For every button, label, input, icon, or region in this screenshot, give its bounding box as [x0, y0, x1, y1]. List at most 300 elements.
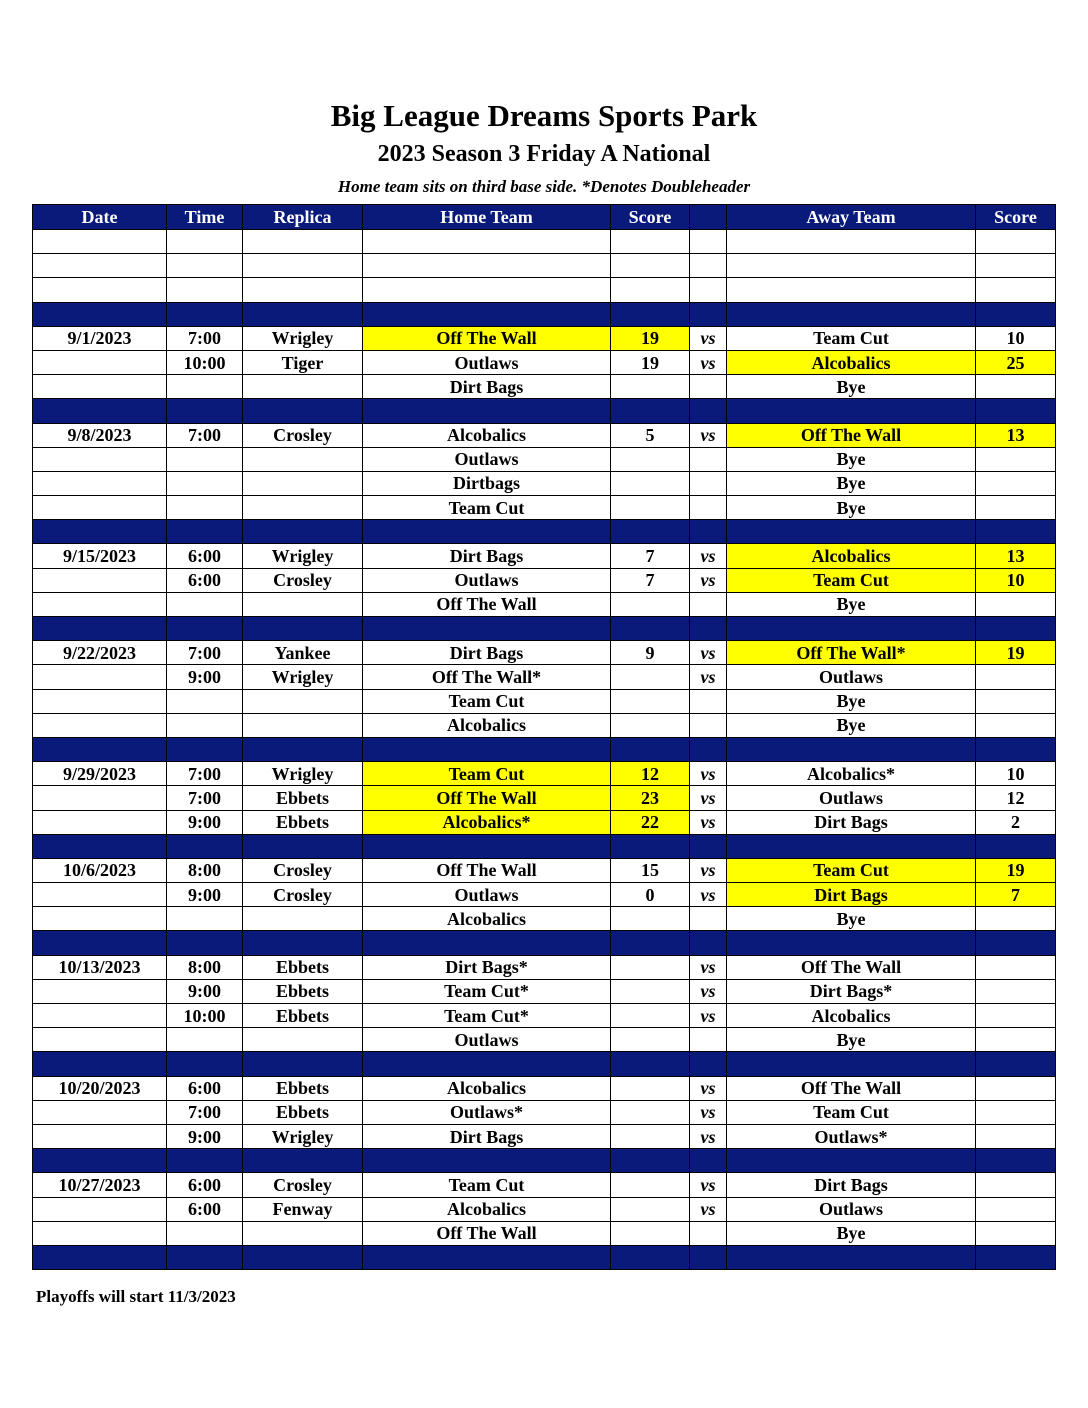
empty-cell	[727, 278, 976, 302]
home-score-cell	[611, 1028, 690, 1052]
empty-cell	[727, 1245, 976, 1269]
empty-cell	[33, 737, 167, 761]
home-team-cell: Dirtbags	[363, 471, 611, 495]
game-row	[33, 810, 1056, 834]
home-team-cell: Alcobalics	[363, 907, 611, 931]
away-team-cell: Bye	[727, 907, 976, 931]
home-score-cell: 23	[611, 786, 690, 810]
away-score-cell: 19	[976, 858, 1056, 882]
home-score-cell	[611, 665, 690, 689]
empty-cell	[167, 1149, 243, 1173]
column-header-home-team: Home Team	[363, 205, 611, 230]
vs-cell	[690, 713, 727, 737]
empty-cell	[727, 737, 976, 761]
home-team-cell: Team Cut	[363, 496, 611, 520]
blank-row	[33, 254, 1056, 278]
empty-cell	[33, 931, 167, 955]
game-row	[33, 665, 1056, 689]
home-score-cell: 7	[611, 568, 690, 592]
empty-cell	[690, 302, 727, 326]
home-team-cell: Alcobalics	[363, 1076, 611, 1100]
week-separator-row	[33, 1245, 1056, 1269]
empty-cell	[167, 834, 243, 858]
week-separator-row	[33, 302, 1056, 326]
empty-cell	[611, 737, 690, 761]
away-score-cell	[976, 1004, 1056, 1028]
time-cell	[167, 471, 243, 495]
home-team-cell: Outlaws*	[363, 1100, 611, 1124]
empty-cell	[243, 931, 363, 955]
home-team-cell: Alcobalics	[363, 1197, 611, 1221]
column-header-away-team: Away Team	[727, 205, 976, 230]
away-team-cell: Off The Wall*	[727, 641, 976, 665]
away-team-cell: Bye	[727, 447, 976, 471]
replica-cell: Wrigley	[243, 544, 363, 568]
date-cell	[33, 592, 167, 616]
replica-cell: Wrigley	[243, 326, 363, 350]
week-separator-row	[33, 520, 1056, 544]
date-cell	[33, 1124, 167, 1148]
away-team-cell: Team Cut	[727, 1100, 976, 1124]
vs-cell: vs	[690, 568, 727, 592]
empty-cell	[611, 399, 690, 423]
home-score-cell	[611, 1173, 690, 1197]
away-score-cell	[976, 1076, 1056, 1100]
replica-cell: Fenway	[243, 1197, 363, 1221]
game-row	[33, 1004, 1056, 1028]
replica-cell: Crosley	[243, 883, 363, 907]
home-score-cell	[611, 1197, 690, 1221]
time-cell: 7:00	[167, 326, 243, 350]
empty-cell	[363, 254, 611, 278]
empty-cell	[33, 399, 167, 423]
week-separator-row	[33, 617, 1056, 641]
column-header-away-score: Score	[976, 205, 1056, 230]
date-cell	[33, 786, 167, 810]
empty-cell	[727, 399, 976, 423]
time-cell: 7:00	[167, 1100, 243, 1124]
away-team-cell: Outlaws	[727, 665, 976, 689]
empty-cell	[167, 254, 243, 278]
replica-cell: Ebbets	[243, 955, 363, 979]
vs-cell	[690, 496, 727, 520]
replica-cell	[243, 713, 363, 737]
replica-cell	[243, 1028, 363, 1052]
empty-cell	[167, 737, 243, 761]
home-team-cell: Dirt Bags*	[363, 955, 611, 979]
date-cell: 9/29/2023	[33, 762, 167, 786]
away-score-cell: 19	[976, 641, 1056, 665]
empty-cell	[167, 302, 243, 326]
date-cell	[33, 375, 167, 399]
time-cell: 6:00	[167, 544, 243, 568]
week-separator-row	[33, 1149, 1056, 1173]
game-row	[33, 1100, 1056, 1124]
away-team-cell: Dirt Bags	[727, 1173, 976, 1197]
home-score-cell	[611, 907, 690, 931]
column-header-vs	[690, 205, 727, 230]
away-team-cell: Bye	[727, 496, 976, 520]
date-cell	[33, 1221, 167, 1245]
replica-cell: Ebbets	[243, 1076, 363, 1100]
empty-cell	[976, 278, 1056, 302]
empty-cell	[690, 931, 727, 955]
vs-cell	[690, 375, 727, 399]
empty-cell	[611, 520, 690, 544]
time-cell	[167, 447, 243, 471]
empty-cell	[167, 520, 243, 544]
time-cell: 10:00	[167, 350, 243, 374]
replica-cell: Crosley	[243, 423, 363, 447]
blank-row	[33, 278, 1056, 302]
empty-cell	[611, 302, 690, 326]
vs-cell: vs	[690, 423, 727, 447]
empty-cell	[976, 737, 1056, 761]
game-row	[33, 641, 1056, 665]
home-team-cell: Team Cut	[363, 689, 611, 713]
home-team-cell: Dirt Bags	[363, 641, 611, 665]
empty-cell	[690, 1149, 727, 1173]
away-team-cell: Bye	[727, 471, 976, 495]
time-cell: 6:00	[167, 1076, 243, 1100]
empty-cell	[167, 1052, 243, 1076]
away-score-cell: 10	[976, 762, 1056, 786]
home-score-cell	[611, 713, 690, 737]
time-cell: 9:00	[167, 665, 243, 689]
empty-cell	[690, 617, 727, 641]
page-title: Big League Dreams Sports Park	[330, 98, 758, 133]
time-cell	[167, 1221, 243, 1245]
replica-cell	[243, 496, 363, 520]
vs-cell	[690, 471, 727, 495]
empty-cell	[243, 617, 363, 641]
empty-cell	[976, 834, 1056, 858]
away-team-cell: Bye	[727, 592, 976, 616]
empty-cell	[690, 230, 727, 254]
empty-cell	[727, 1052, 976, 1076]
away-team-cell: Alcobalics*	[727, 762, 976, 786]
vs-cell: vs	[690, 1124, 727, 1148]
away-score-cell	[976, 1221, 1056, 1245]
home-score-cell	[611, 496, 690, 520]
empty-cell	[611, 931, 690, 955]
time-cell: 8:00	[167, 858, 243, 882]
date-cell	[33, 907, 167, 931]
empty-cell	[33, 520, 167, 544]
empty-cell	[243, 230, 363, 254]
home-team-cell: Outlaws	[363, 447, 611, 471]
vs-cell: vs	[690, 641, 727, 665]
home-team-cell: Team Cut*	[363, 1004, 611, 1028]
away-team-cell: Bye	[727, 1221, 976, 1245]
vs-cell: vs	[690, 858, 727, 882]
time-cell	[167, 713, 243, 737]
empty-cell	[363, 1149, 611, 1173]
home-team-cell: Outlaws	[363, 1028, 611, 1052]
empty-cell	[363, 1052, 611, 1076]
game-row	[33, 326, 1056, 350]
away-team-cell: Off The Wall	[727, 955, 976, 979]
week-separator-row	[33, 737, 1056, 761]
game-row	[33, 1076, 1056, 1100]
replica-cell: Yankee	[243, 641, 363, 665]
date-cell	[33, 689, 167, 713]
week-separator-row	[33, 399, 1056, 423]
away-score-cell	[976, 1173, 1056, 1197]
game-row	[33, 762, 1056, 786]
empty-cell	[690, 737, 727, 761]
replica-cell: Ebbets	[243, 1100, 363, 1124]
schedule-note: Home team sits on third base side. *Denotes Doubleheader	[337, 177, 751, 196]
date-cell	[33, 1028, 167, 1052]
home-team-cell: Dirt Bags	[363, 544, 611, 568]
empty-cell	[363, 1245, 611, 1269]
vs-cell: vs	[690, 979, 727, 1003]
time-cell: 7:00	[167, 786, 243, 810]
time-cell: 9:00	[167, 883, 243, 907]
game-row	[33, 858, 1056, 882]
replica-cell: Crosley	[243, 568, 363, 592]
empty-cell	[727, 931, 976, 955]
away-team-cell: Alcobalics	[727, 544, 976, 568]
empty-cell	[611, 1149, 690, 1173]
away-score-cell	[976, 689, 1056, 713]
away-team-cell: Bye	[727, 1028, 976, 1052]
game-row	[33, 496, 1056, 520]
playoffs-note: Playoffs will start 11/3/2023	[36, 1287, 236, 1306]
replica-cell: Wrigley	[243, 665, 363, 689]
replica-cell: Tiger	[243, 350, 363, 374]
game-row	[33, 786, 1056, 810]
empty-cell	[976, 520, 1056, 544]
time-cell: 8:00	[167, 955, 243, 979]
game-row	[33, 592, 1056, 616]
empty-cell	[611, 230, 690, 254]
away-score-cell	[976, 1028, 1056, 1052]
date-cell	[33, 979, 167, 1003]
replica-cell: Crosley	[243, 1173, 363, 1197]
home-score-cell	[611, 447, 690, 471]
vs-cell: vs	[690, 786, 727, 810]
empty-cell	[611, 1052, 690, 1076]
home-score-cell	[611, 471, 690, 495]
vs-cell: vs	[690, 762, 727, 786]
time-cell: 7:00	[167, 641, 243, 665]
home-team-cell: Off The Wall	[363, 1221, 611, 1245]
empty-cell	[611, 617, 690, 641]
date-cell: 10/6/2023	[33, 858, 167, 882]
away-score-cell	[976, 979, 1056, 1003]
time-cell	[167, 496, 243, 520]
date-cell	[33, 350, 167, 374]
empty-cell	[33, 278, 167, 302]
home-team-cell: Dirt Bags	[363, 1124, 611, 1148]
replica-cell: Wrigley	[243, 762, 363, 786]
empty-cell	[363, 302, 611, 326]
replica-cell: Wrigley	[243, 1124, 363, 1148]
away-score-cell	[976, 665, 1056, 689]
vs-cell: vs	[690, 326, 727, 350]
away-score-cell	[976, 713, 1056, 737]
replica-cell	[243, 1221, 363, 1245]
date-cell: 10/20/2023	[33, 1076, 167, 1100]
date-cell	[33, 471, 167, 495]
home-score-cell	[611, 592, 690, 616]
vs-cell: vs	[690, 544, 727, 568]
away-score-cell	[976, 1124, 1056, 1148]
empty-cell	[167, 399, 243, 423]
home-score-cell	[611, 1004, 690, 1028]
empty-cell	[363, 399, 611, 423]
empty-cell	[243, 520, 363, 544]
home-team-cell: Off The Wall	[363, 326, 611, 350]
date-cell: 9/22/2023	[33, 641, 167, 665]
game-row	[33, 544, 1056, 568]
date-cell	[33, 883, 167, 907]
empty-cell	[611, 254, 690, 278]
game-row	[33, 689, 1056, 713]
vs-cell: vs	[690, 1173, 727, 1197]
date-cell: 10/27/2023	[33, 1173, 167, 1197]
away-score-cell: 13	[976, 423, 1056, 447]
date-cell	[33, 810, 167, 834]
date-cell: 9/15/2023	[33, 544, 167, 568]
home-score-cell: 19	[611, 326, 690, 350]
away-score-cell	[976, 375, 1056, 399]
vs-cell: vs	[690, 955, 727, 979]
empty-cell	[727, 302, 976, 326]
away-team-cell: Off The Wall	[727, 423, 976, 447]
home-team-cell: Alcobalics	[363, 713, 611, 737]
empty-cell	[363, 617, 611, 641]
column-header-replica: Replica	[243, 205, 363, 230]
week-separator-row	[33, 834, 1056, 858]
vs-cell: vs	[690, 883, 727, 907]
game-row	[33, 568, 1056, 592]
home-score-cell: 15	[611, 858, 690, 882]
game-row	[33, 883, 1056, 907]
replica-cell: Ebbets	[243, 1004, 363, 1028]
home-team-cell: Off The Wall	[363, 858, 611, 882]
home-team-cell: Off The Wall	[363, 786, 611, 810]
game-row	[33, 955, 1056, 979]
empty-cell	[33, 230, 167, 254]
replica-cell	[243, 907, 363, 931]
vs-cell	[690, 1221, 727, 1245]
away-team-cell: Team Cut	[727, 858, 976, 882]
empty-cell	[167, 617, 243, 641]
away-score-cell	[976, 1100, 1056, 1124]
empty-cell	[727, 230, 976, 254]
blank-row	[33, 230, 1056, 254]
away-team-cell: Off The Wall	[727, 1076, 976, 1100]
game-row	[33, 447, 1056, 471]
replica-cell: Ebbets	[243, 810, 363, 834]
vs-cell	[690, 907, 727, 931]
home-score-cell: 12	[611, 762, 690, 786]
schedule-table	[32, 204, 1056, 1270]
away-team-cell: Alcobalics	[727, 1004, 976, 1028]
vs-cell: vs	[690, 1004, 727, 1028]
date-cell	[33, 665, 167, 689]
time-cell: 6:00	[167, 568, 243, 592]
replica-cell	[243, 471, 363, 495]
time-cell	[167, 1028, 243, 1052]
empty-cell	[690, 399, 727, 423]
away-score-cell	[976, 471, 1056, 495]
away-score-cell: 12	[976, 786, 1056, 810]
home-team-cell: Off The Wall	[363, 592, 611, 616]
time-cell: 9:00	[167, 1124, 243, 1148]
empty-cell	[363, 834, 611, 858]
away-score-cell: 13	[976, 544, 1056, 568]
home-score-cell	[611, 1221, 690, 1245]
empty-cell	[33, 254, 167, 278]
replica-cell: Crosley	[243, 858, 363, 882]
away-team-cell: Bye	[727, 713, 976, 737]
empty-cell	[690, 254, 727, 278]
date-cell	[33, 447, 167, 471]
vs-cell: vs	[690, 665, 727, 689]
home-team-cell: Outlaws	[363, 568, 611, 592]
time-cell	[167, 689, 243, 713]
table-header-row	[33, 205, 1056, 230]
empty-cell	[243, 278, 363, 302]
empty-cell	[611, 834, 690, 858]
away-score-cell: 7	[976, 883, 1056, 907]
empty-cell	[363, 737, 611, 761]
time-cell	[167, 907, 243, 931]
home-score-cell: 9	[611, 641, 690, 665]
game-row	[33, 350, 1056, 374]
empty-cell	[243, 1052, 363, 1076]
replica-cell: Ebbets	[243, 786, 363, 810]
time-cell	[167, 375, 243, 399]
home-score-cell	[611, 979, 690, 1003]
home-team-cell: Outlaws	[363, 350, 611, 374]
home-score-cell: 0	[611, 883, 690, 907]
time-cell: 6:00	[167, 1173, 243, 1197]
away-team-cell: Bye	[727, 375, 976, 399]
empty-cell	[167, 278, 243, 302]
replica-cell	[243, 375, 363, 399]
empty-cell	[976, 931, 1056, 955]
empty-cell	[167, 1245, 243, 1269]
column-header-time: Time	[167, 205, 243, 230]
game-row	[33, 1124, 1056, 1148]
home-score-cell: 7	[611, 544, 690, 568]
date-cell: 9/8/2023	[33, 423, 167, 447]
game-row	[33, 1028, 1056, 1052]
date-cell	[33, 496, 167, 520]
empty-cell	[976, 399, 1056, 423]
empty-cell	[33, 1149, 167, 1173]
empty-cell	[243, 399, 363, 423]
home-score-cell	[611, 689, 690, 713]
game-row	[33, 1221, 1056, 1245]
empty-cell	[243, 1245, 363, 1269]
vs-cell	[690, 447, 727, 471]
empty-cell	[243, 1149, 363, 1173]
vs-cell: vs	[690, 1100, 727, 1124]
away-score-cell: 10	[976, 326, 1056, 350]
date-cell	[33, 568, 167, 592]
date-cell	[33, 1100, 167, 1124]
week-separator-row	[33, 1052, 1056, 1076]
column-header-home-score: Score	[611, 205, 690, 230]
game-row	[33, 907, 1056, 931]
vs-cell	[690, 1028, 727, 1052]
